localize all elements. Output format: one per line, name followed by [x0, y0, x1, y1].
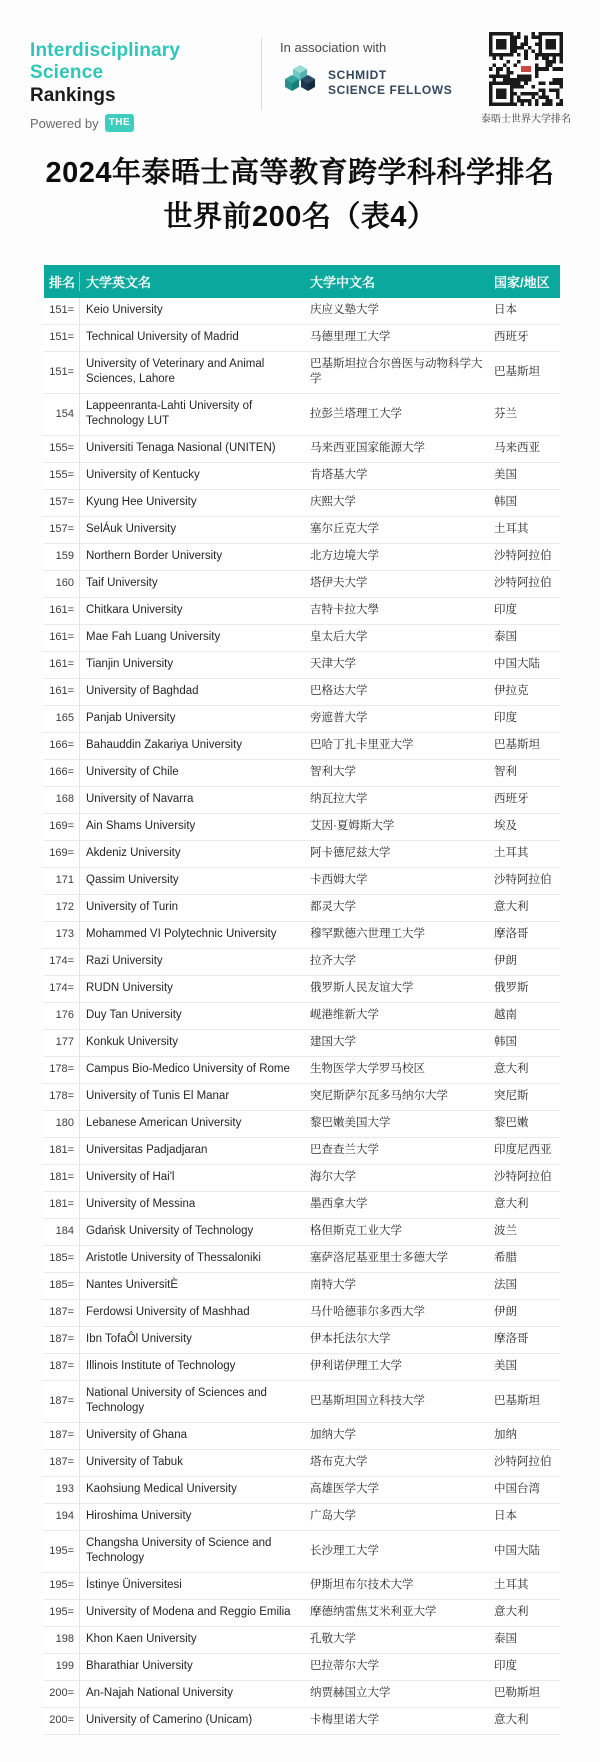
university-name-zh-cell: 海尔大学	[310, 1171, 356, 1183]
university-name-en-cell: Khon Kaen University	[86, 1633, 197, 1645]
university-name-en-cell: Technical University of Madrid	[86, 331, 239, 343]
country-cell: 中国大陆	[494, 1544, 540, 1557]
university-name-en-cell: Bharathiar University	[86, 1660, 193, 1672]
university-name-zh-cell: 南特大学	[310, 1279, 356, 1291]
university-name-en-cell: Gdańsk University of Technology	[86, 1225, 254, 1237]
university-name-zh-cell: 岘港维新大学	[310, 1009, 379, 1021]
rankings-table	[44, 265, 560, 1735]
university-name-en-cell: İstinye Üniversitesi	[86, 1579, 182, 1591]
page-title-line1: 2024年泰晤士高等教育跨学科科学排名	[45, 157, 555, 189]
rank-cell: 161=	[44, 598, 80, 624]
country-cell: 法国	[494, 1279, 517, 1291]
table-row	[44, 1681, 560, 1708]
table-row	[44, 1084, 560, 1111]
rank-cell: 172	[44, 895, 80, 921]
rank-cell: 200=	[44, 1708, 80, 1734]
table-row	[44, 517, 560, 544]
country-cell: 芬兰	[494, 407, 517, 420]
rank-cell: 187=	[44, 1423, 80, 1449]
rank-cell: 180	[44, 1111, 80, 1137]
country-cell: 意大利	[494, 1198, 529, 1210]
rank-cell: 194	[44, 1504, 80, 1530]
university-name-zh-cell: 纳贾赫国立大学	[310, 1687, 391, 1699]
university-name-en-cell: University of Ghana	[86, 1429, 187, 1441]
university-name-zh-cell: 都灵大学	[310, 901, 356, 913]
table-row	[44, 1300, 560, 1327]
table-row	[44, 571, 560, 598]
university-name-en-cell: Taif University	[86, 577, 158, 589]
country-cell: 俄罗斯	[494, 982, 529, 994]
table-row	[44, 1450, 560, 1477]
university-name-en-cell: Kaohsiung Medical University	[86, 1483, 237, 1495]
country-cell: 摩洛哥	[494, 1333, 529, 1345]
university-name-en-cell: University of Navarra	[86, 793, 194, 805]
table-row	[44, 733, 560, 760]
university-name-zh-cell: 伊利诺伊理工大学	[310, 1360, 402, 1372]
rank-cell: 178=	[44, 1057, 80, 1083]
rank-cell: 187=	[44, 1450, 80, 1476]
university-name-zh-cell: 巴哈丁扎卡里亚大学	[310, 739, 414, 751]
table-row	[44, 1111, 560, 1138]
university-name-en-cell: Lappeenranta-Lahti University of Technology LUT	[86, 400, 253, 427]
university-name-zh-cell: 长沙理工大学	[310, 1544, 379, 1557]
rank-cell: 174=	[44, 949, 80, 975]
schmidt-line1: SCHMIDT	[328, 67, 387, 82]
association-block	[280, 32, 470, 102]
country-cell: 土耳其	[494, 847, 529, 859]
table-row	[44, 1273, 560, 1300]
table-row	[44, 652, 560, 679]
table-row	[44, 598, 560, 625]
the-logo: THE	[105, 114, 135, 132]
university-name-zh-cell: 穆罕默德六世理工大学	[310, 928, 425, 940]
country-cell: 意大利	[494, 1606, 529, 1618]
rank-cell: 161=	[44, 679, 80, 705]
university-name-zh-cell: 旁遮普大学	[310, 712, 368, 724]
association-label: In association with	[280, 40, 387, 55]
country-cell: 印度尼西亚	[494, 1144, 552, 1156]
university-name-en-cell: Universitas Padjadjaran	[86, 1144, 208, 1156]
university-name-en-cell: Razi University	[86, 955, 163, 967]
table-row	[44, 1192, 560, 1219]
university-name-en-cell: University of Chile	[86, 766, 179, 778]
university-name-en-cell: University of Camerino (Unicam)	[86, 1714, 253, 1726]
university-name-zh-cell: 伊本托法尔大学	[310, 1333, 391, 1345]
rank-cell: 169=	[44, 814, 80, 840]
table-row	[44, 895, 560, 922]
country-cell: 韩国	[494, 496, 517, 508]
table-row	[44, 760, 560, 787]
university-name-zh-cell: 巴查查兰大学	[310, 1144, 379, 1156]
table-row	[44, 706, 560, 733]
university-name-zh-cell: 墨西拿大学	[310, 1198, 368, 1210]
rank-cell: 195=	[44, 1531, 80, 1572]
rank-cell: 181=	[44, 1192, 80, 1218]
university-name-en-cell: Panjab University	[86, 712, 176, 724]
university-name-en-cell: Tianjin University	[86, 658, 174, 670]
table-row	[44, 1477, 560, 1504]
rank-cell: 155=	[44, 463, 80, 489]
column-header-name-en: 大学英文名	[86, 275, 152, 290]
university-name-en-cell: Campus Bio-Medico University of Rome	[86, 1063, 290, 1075]
brand-title-line2: Rankings	[30, 85, 116, 106]
table-header-row	[44, 265, 560, 298]
country-cell: 土耳其	[494, 1579, 529, 1591]
university-name-zh-cell: 俄罗斯人民友谊大学	[310, 982, 414, 994]
university-name-en-cell: University of Turin	[86, 901, 179, 913]
rank-cell: 185=	[44, 1273, 80, 1299]
column-header-country: 国家/地区	[494, 275, 550, 290]
table-row	[44, 868, 560, 895]
university-name-en-cell: Kyung Hee University	[86, 496, 197, 508]
rank-cell: 151=	[44, 298, 80, 324]
rank-cell: 187=	[44, 1327, 80, 1353]
table-row	[44, 1627, 560, 1654]
table-row	[44, 625, 560, 652]
rank-cell: 173	[44, 922, 80, 948]
country-cell: 沙特阿拉伯	[494, 1171, 552, 1183]
university-name-en-cell: Ferdowsi University of Mashhad	[86, 1306, 250, 1318]
country-cell: 巴基斯坦	[494, 365, 540, 378]
table-row	[44, 1003, 560, 1030]
schmidt-cubes-icon	[280, 63, 320, 102]
university-name-en-cell: Mohammed VI Polytechnic University	[86, 928, 277, 940]
country-cell: 土耳其	[494, 523, 529, 535]
country-cell: 美国	[494, 469, 517, 481]
rank-cell: 199	[44, 1654, 80, 1680]
university-name-zh-cell: 马什哈德菲尔多西大学	[310, 1306, 425, 1318]
country-cell: 突尼斯	[494, 1090, 529, 1102]
university-name-en-cell: SelÁuk University	[86, 523, 177, 535]
university-name-zh-cell: 巴拉蒂尔大学	[310, 1660, 379, 1672]
university-name-zh-cell: 生物医学大学罗马校区	[310, 1063, 425, 1075]
rank-cell: 193	[44, 1477, 80, 1503]
country-cell: 印度	[494, 604, 517, 616]
university-name-en-cell: Mae Fah Luang University	[86, 631, 221, 643]
university-name-en-cell: Keio University	[86, 304, 163, 316]
country-cell: 希腊	[494, 1252, 517, 1264]
university-name-en-cell: An-Najah National University	[86, 1687, 234, 1699]
country-cell: 埃及	[494, 820, 517, 832]
rank-cell: 151=	[44, 325, 80, 351]
university-name-en-cell: Illinois Institute of Technology	[86, 1360, 236, 1372]
qr-code-icon	[489, 32, 563, 106]
university-name-zh-cell: 庆熙大学	[310, 496, 356, 508]
table-row	[44, 463, 560, 490]
country-cell: 沙特阿拉伯	[494, 550, 552, 562]
university-name-zh-cell: 塞萨洛尼基亚里士多德大学	[310, 1252, 448, 1264]
university-name-zh-cell: 广岛大学	[310, 1510, 356, 1522]
university-name-zh-cell: 孔敬大学	[310, 1633, 356, 1645]
rank-cell: 195=	[44, 1573, 80, 1599]
university-name-en-cell: University of Baghdad	[86, 685, 199, 697]
table-row	[44, 352, 560, 394]
column-header-name-zh: 大学中文名	[310, 275, 376, 290]
table-row	[44, 1246, 560, 1273]
country-cell: 越南	[494, 1009, 517, 1021]
rank-cell: 181=	[44, 1138, 80, 1164]
powered-by	[30, 114, 255, 132]
university-name-zh-cell: 天津大学	[310, 658, 356, 670]
rank-cell: 198	[44, 1627, 80, 1653]
university-name-zh-cell: 智利大学	[310, 766, 356, 778]
table-row	[44, 787, 560, 814]
university-name-zh-cell: 塔布克大学	[310, 1456, 368, 1468]
brand-logo	[30, 32, 255, 132]
table-row	[44, 1504, 560, 1531]
country-cell: 巴勒斯坦	[494, 1687, 540, 1699]
country-cell: 西班牙	[494, 331, 529, 343]
rank-cell: 161=	[44, 652, 80, 678]
table-row	[44, 1219, 560, 1246]
rank-cell: 181=	[44, 1165, 80, 1191]
rank-cell: 185=	[44, 1246, 80, 1272]
rank-cell: 178=	[44, 1084, 80, 1110]
university-name-en-cell: University of Tabuk	[86, 1456, 183, 1468]
rank-cell: 157=	[44, 490, 80, 516]
university-name-en-cell: Aristotle University of Thessaloniki	[86, 1252, 261, 1264]
rank-cell: 177	[44, 1030, 80, 1056]
country-cell: 伊朗	[494, 1306, 517, 1318]
country-cell: 巴基斯坦	[494, 1394, 540, 1407]
qr-caption: 泰晤士世界大学排名	[481, 114, 571, 125]
country-cell: 中国台湾	[494, 1483, 540, 1495]
rank-cell: 184	[44, 1219, 80, 1245]
table-row	[44, 1600, 560, 1627]
table-row	[44, 1531, 560, 1573]
university-name-zh-cell: 巴基斯坦国立科技大学	[310, 1394, 425, 1407]
university-name-zh-cell: 马来西亚国家能源大学	[310, 442, 425, 454]
university-name-zh-cell: 加纳大学	[310, 1429, 356, 1441]
university-name-zh-cell: 艾因·夏姆斯大学	[310, 820, 395, 832]
country-cell: 马来西亚	[494, 442, 540, 454]
university-name-en-cell: Ain Shams University	[86, 820, 196, 832]
university-name-zh-cell: 巴格达大学	[310, 685, 368, 697]
rank-cell: 195=	[44, 1600, 80, 1626]
university-name-en-cell: RUDN University	[86, 982, 173, 994]
university-name-en-cell: University of Veterinary and Animal Sciences, Lahore	[86, 358, 265, 385]
page-title	[0, 151, 600, 239]
table-row	[44, 1708, 560, 1735]
table-row	[44, 436, 560, 463]
university-name-en-cell: Northern Border University	[86, 550, 223, 562]
country-cell: 美国	[494, 1360, 517, 1372]
rank-cell: 151=	[44, 352, 80, 393]
country-cell: 日本	[494, 304, 517, 316]
table-row	[44, 949, 560, 976]
country-cell: 伊拉克	[494, 685, 529, 697]
university-name-zh-cell: 伊斯坦布尔技术大学	[310, 1579, 414, 1591]
university-name-en-cell: University of Hai'l	[86, 1171, 175, 1183]
table-row	[44, 922, 560, 949]
table-row	[44, 544, 560, 571]
university-name-en-cell: Duy Tan University	[86, 1009, 182, 1021]
table-row	[44, 1423, 560, 1450]
university-name-zh-cell: 拉齐大学	[310, 955, 356, 967]
table-row	[44, 1573, 560, 1600]
university-name-zh-cell: 北方边境大学	[310, 550, 379, 562]
table-row	[44, 1327, 560, 1354]
university-name-zh-cell: 摩德纳雷焦艾米利亚大学	[310, 1606, 437, 1618]
university-name-en-cell: University of Tunis El Manar	[86, 1090, 230, 1102]
university-name-en-cell: Bahauddin Zakariya University	[86, 739, 242, 751]
table-row	[44, 814, 560, 841]
country-cell: 泰国	[494, 631, 517, 643]
rank-cell: 165	[44, 706, 80, 732]
university-name-zh-cell: 庆应义塾大学	[310, 304, 379, 316]
table-row	[44, 1381, 560, 1423]
rank-cell: 155=	[44, 436, 80, 462]
university-name-en-cell: Qassim University	[86, 874, 179, 886]
table-row	[44, 679, 560, 706]
university-name-en-cell: Lebanese American University	[86, 1117, 242, 1129]
brand-title-line1: Interdisciplinary Science	[30, 40, 181, 83]
rank-cell: 168	[44, 787, 80, 813]
university-name-en-cell: Changsha University of Science and Technology	[86, 1537, 272, 1564]
university-name-zh-cell: 皇太后大学	[310, 631, 368, 643]
rank-cell: 166=	[44, 760, 80, 786]
rank-cell: 187=	[44, 1300, 80, 1326]
rank-cell: 166=	[44, 733, 80, 759]
university-name-zh-cell: 吉特卡拉大學	[310, 604, 379, 616]
rank-cell: 174=	[44, 976, 80, 1002]
header-divider	[261, 38, 262, 110]
table-row	[44, 394, 560, 436]
university-name-zh-cell: 黎巴嫩美国大学	[310, 1117, 391, 1129]
country-cell: 意大利	[494, 1063, 529, 1075]
rank-cell: 159	[44, 544, 80, 570]
country-cell: 沙特阿拉伯	[494, 1456, 552, 1468]
schmidt-wordmark	[328, 68, 452, 98]
country-cell: 沙特阿拉伯	[494, 874, 552, 886]
country-cell: 波兰	[494, 1225, 517, 1237]
country-cell: 日本	[494, 1510, 517, 1522]
university-name-en-cell: Akdeniz University	[86, 847, 181, 859]
university-name-en-cell: Universiti Tenaga Nasional (UNITEN)	[86, 442, 276, 454]
rank-cell: 160	[44, 571, 80, 597]
country-cell: 加纳	[494, 1429, 517, 1441]
country-cell: 印度	[494, 1660, 517, 1672]
table-row	[44, 490, 560, 517]
table-row	[44, 976, 560, 1003]
rank-cell: 169=	[44, 841, 80, 867]
country-cell: 摩洛哥	[494, 928, 529, 940]
table-row	[44, 1654, 560, 1681]
university-name-zh-cell: 建国大学	[310, 1036, 356, 1048]
country-cell: 沙特阿拉伯	[494, 577, 552, 589]
country-cell: 韩国	[494, 1036, 517, 1048]
rank-cell: 154	[44, 394, 80, 435]
rank-cell: 176	[44, 1003, 80, 1029]
table-row	[44, 1057, 560, 1084]
university-name-zh-cell: 格但斯克工业大学	[310, 1225, 402, 1237]
country-cell: 泰国	[494, 1633, 517, 1645]
university-name-en-cell: National University of Sciences and Technology	[86, 1387, 267, 1414]
university-name-zh-cell: 阿卡德尼兹大学	[310, 847, 391, 859]
university-name-zh-cell: 塞尔丘克大学	[310, 523, 379, 535]
university-name-zh-cell: 高雄医学大学	[310, 1483, 379, 1495]
table-row	[44, 1165, 560, 1192]
university-name-en-cell: University of Messina	[86, 1198, 196, 1210]
university-name-zh-cell: 巴基斯坦拉合尔兽医与动物科学大学	[310, 358, 483, 385]
university-name-en-cell: Ibn TofaÔl University	[86, 1333, 192, 1345]
university-name-zh-cell: 肯塔基大学	[310, 469, 368, 481]
country-cell: 智利	[494, 766, 517, 778]
country-cell: 巴基斯坦	[494, 739, 540, 751]
table-row	[44, 298, 560, 325]
qr-block	[480, 32, 572, 125]
university-name-zh-cell: 纳瓦拉大学	[310, 793, 368, 805]
university-name-zh-cell: 卡梅里诺大学	[310, 1714, 379, 1726]
table-row	[44, 1354, 560, 1381]
university-name-en-cell: Chitkara University	[86, 604, 183, 616]
table-row	[44, 1030, 560, 1057]
table-row	[44, 1138, 560, 1165]
country-cell: 伊朗	[494, 955, 517, 967]
country-cell: 中国大陆	[494, 658, 540, 670]
country-cell: 黎巴嫩	[494, 1117, 529, 1129]
university-name-en-cell: Hiroshima University	[86, 1510, 192, 1522]
rank-cell: 157=	[44, 517, 80, 543]
table-body	[44, 298, 560, 1735]
page-title-line2: 世界前200名（表4）	[163, 201, 437, 233]
rank-cell: 161=	[44, 625, 80, 651]
university-name-en-cell: University of Kentucky	[86, 469, 200, 481]
rank-cell: 187=	[44, 1381, 80, 1422]
country-cell: 意大利	[494, 901, 529, 913]
column-header-rank: 排名	[44, 272, 80, 291]
table-row	[44, 325, 560, 352]
table-row	[44, 841, 560, 868]
university-name-zh-cell: 马德里理工大学	[310, 331, 391, 343]
university-name-zh-cell: 拉彭兰塔理工大学	[310, 407, 402, 420]
country-cell: 印度	[494, 712, 517, 724]
university-name-en-cell: Nantes UniversitÈ	[86, 1279, 179, 1291]
country-cell: 意大利	[494, 1714, 529, 1726]
university-name-zh-cell: 卡西姆大学	[310, 874, 368, 886]
powered-by-label: Powered by	[30, 115, 99, 131]
schmidt-line2: SCIENCE FELLOWS	[328, 82, 453, 97]
university-name-zh-cell: 突尼斯萨尔瓦多马纳尔大学	[310, 1090, 448, 1102]
rank-cell: 171	[44, 868, 80, 894]
rank-cell: 200=	[44, 1681, 80, 1707]
schmidt-logo	[280, 63, 470, 102]
university-name-en-cell: University of Modena and Reggio Emilia	[86, 1606, 291, 1618]
country-cell: 西班牙	[494, 793, 529, 805]
university-name-en-cell: Konkuk University	[86, 1036, 179, 1048]
university-name-zh-cell: 塔伊夫大学	[310, 577, 368, 589]
rank-cell: 187=	[44, 1354, 80, 1380]
header	[0, 32, 600, 137]
